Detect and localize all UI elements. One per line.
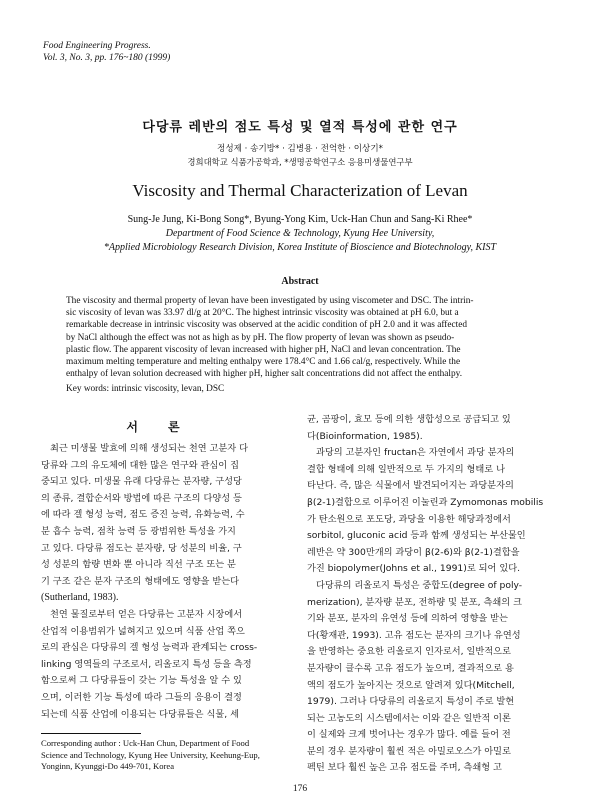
body-line: 중되고 있다. 미생물 유래 다당류는 분자량, 구성당: [41, 476, 242, 488]
left-column: [41, 441, 295, 723]
journal-citation: Vol. 3, No. 3, pp. 176~180 (1999): [43, 53, 171, 63]
body-line: 다(Bioinformation, 1985).: [307, 430, 423, 442]
body-line: 결합 형태에 의해 일반적으로 두 가지의 형태로 나: [307, 463, 505, 475]
body-line: 펙틴 보다 훨씬 높은 고유 점도를 주며, 측쇄형 고: [307, 762, 502, 774]
footnote-line: Yonginn, Kyunggi-Do 449-701, Korea: [41, 761, 175, 772]
body-line: 로의 관심은 다당류의 겔 형성 능력과 관계되는 cross-: [41, 642, 258, 654]
abstract-line: sic viscosity of levan was 33.97 dl/g at 20°C. The highest intrinsic viscosity was obtained at pH 6.0, but a: [66, 308, 459, 319]
abstract-line: maximum melting temperature and melting enthalpy were 178.4°C and 1.66 cal/g, respectively. While the: [66, 357, 461, 368]
body-line: linking 영역들의 구조로서, 리올로지 특성 등을 측정: [41, 658, 252, 670]
body-line: 의 종류, 결합순서와 방법에 따른 구조의 다양성 등: [41, 492, 242, 504]
body-line: (Sutherland, 1983).: [41, 592, 119, 604]
body-line: 과당의 고분자인 fructan은 자연에서 과당 분자의: [316, 447, 515, 459]
footnote-rule: [41, 733, 141, 734]
body-line: 성 성분의 함량 변화 뿐 아니라 직선 구조 또는 분: [41, 559, 236, 571]
body-line: 기와 분포, 분자의 유연성 등에 의하여 영향을 받는: [307, 613, 508, 625]
abstract-line: by NaCl although the effect was not as high as by pH. The flow property of levan was shown as pseudo-: [66, 332, 455, 343]
body-line: 에 따라 겔 형성 능력, 점도 증진 능력, 유화능력, 수: [41, 509, 245, 521]
body-line: β(2-1)결합으로 이루어진 이눌린과 Zymomonas mobilis: [307, 496, 544, 508]
journal-header: [43, 40, 170, 64]
abstract-body: [66, 295, 548, 380]
body-line: merization), 분자량 분포, 전하량 및 분포, 측쇄의 크: [307, 596, 522, 608]
english-department: Department of Food Science & Technology, Kyung Hee University,: [165, 228, 435, 239]
right-column: [307, 412, 562, 777]
body-line: 기 구조 같은 분자 구조의 형태에도 영향을 받는다: [41, 575, 239, 587]
body-line: 타난다. 즉, 많은 식물에서 발견되어지는 과당분자의: [307, 480, 514, 492]
body-line: 액의 점도가 높아지는 것으로 알려져 있다(Mitchell,: [307, 679, 515, 691]
body-line: 되는 고농도의 시스템에서는 이와 같은 일반적 이론: [307, 712, 511, 724]
body-line: 가진 biopolymer(Johns et al., 1991)로 되어 있다.: [307, 563, 520, 575]
abstract-line: enthalpy of levan solution decreased with higher pH, higher salt concentrations did not affect the enthalpy.: [66, 369, 463, 380]
body-line: 가 탄소원으로 포도당, 과당을 이용한 해당과정에서: [307, 513, 511, 525]
body-line: 을 반영하는 중요한 리올로지 인자로서, 일반적으로: [307, 646, 511, 658]
body-line: 분자량이 클수록 고유 점도가 높으며, 결과적으로 용: [307, 662, 514, 674]
journal-name: Food Engineering Progress.: [43, 41, 151, 51]
body-line: 고 있다. 다당류 점도는 분자량, 당 성분의 비율, 구: [41, 542, 242, 554]
body-line: 되는데 식품 산업에 이용되는 다당류들은 식물, 세: [41, 708, 239, 720]
korean-affiliation: 경희대학교 식품가공학과, *생명공학연구소 응용미생물연구부: [187, 157, 413, 167]
korean-authors: 정성제 · 송기방* · 김병용 · 전억한 · 이상기*: [217, 144, 383, 154]
english-title: Viscosity and Thermal Characterization of Levan: [132, 181, 468, 200]
page-number: 176: [292, 784, 308, 794]
abstract-heading: Abstract: [281, 276, 319, 287]
body-line: 분의 경우 분자량이 훨씬 적은 아밀로오스가 아밀로: [307, 745, 511, 757]
english-institute: *Applied Microbiology Research Division, Korea Institute of Bioscience and Biotechnology, KIST: [103, 242, 497, 253]
body-line: 이 실제와 크게 벗어나는 경우가 많다. 예를 들어 전: [307, 729, 511, 741]
body-line: 산업적 이용범위가 넓혀지고 있으며 식품 산업 쪽으: [41, 625, 245, 637]
body-line: 다(황재관, 1993). 고유 점도는 분자의 크기나 유연성: [307, 629, 521, 641]
body-line: 당류와 그의 유도체에 대한 많은 연구와 관심이 집: [41, 459, 239, 471]
body-line: 분 흡수 능력, 점착 능력 등 광범위한 특성을 가지: [41, 525, 236, 537]
abstract-line: The viscosity and thermal property of levan have been investigated by using viscometer and DSC. The intrin-: [66, 296, 474, 306]
footnote-line: Corresponding author : Uck-Han Chun, Department of Food: [41, 738, 250, 748]
keywords: Key words: intrinsic viscosity, levan, DSC: [66, 384, 225, 394]
abstract-line: remarkable decrease in intrinsic viscosity was observed at the acidic condition of pH 2.0 and it was affected: [66, 320, 468, 331]
body-line: 함으로써 그 다당류들이 갖는 기능 특성을 알 수 있: [41, 675, 242, 687]
abstract-line: plastic flow. The apparent viscosity of levan increased with higher pH, NaCl and levan concentration. The: [66, 344, 461, 355]
body-line: sorbitol, gluconic acid 등과 함께 생성되는 부산물인: [307, 530, 526, 542]
body-line: 균, 곰팡이, 효모 등에 의한 생합성으로 공급되고 있: [307, 414, 511, 425]
body-line: 1979). 그러나 다당류의 리올로지 특성이 주로 발현: [307, 696, 515, 708]
section-heading-introduction: 서론: [126, 420, 210, 434]
body-line: 다당류의 리올로지 특성은 중합도(degree of poly-: [316, 579, 523, 591]
footnote-line: Science and Technology, Kyung Hee University, Keehung-Eup,: [41, 749, 260, 760]
korean-title: 다당류 레반의 점도 특성 및 열적 특성에 관한 연구: [142, 120, 458, 135]
body-line: 으며, 이러한 기능 특성에 따라 그들의 응용이 결정: [41, 691, 242, 703]
body-line: 천연 물질로부터 얻은 다당류는 고분자 시장에서: [50, 608, 243, 620]
body-line: 레반은 약 300만개의 과당이 β(2-6)와 β(2-1)결합을: [307, 546, 520, 558]
english-authors: Sung-Je Jung, Ki-Bong Song*, Byung-Yong Kim, Uck-Han Chun and Sang-Ki Rhee*: [127, 214, 473, 225]
corresponding-author-footnote: [41, 738, 295, 773]
body-line: 최근 미생물 발효에 의해 생성되는 천연 고분자 다: [50, 443, 248, 454]
